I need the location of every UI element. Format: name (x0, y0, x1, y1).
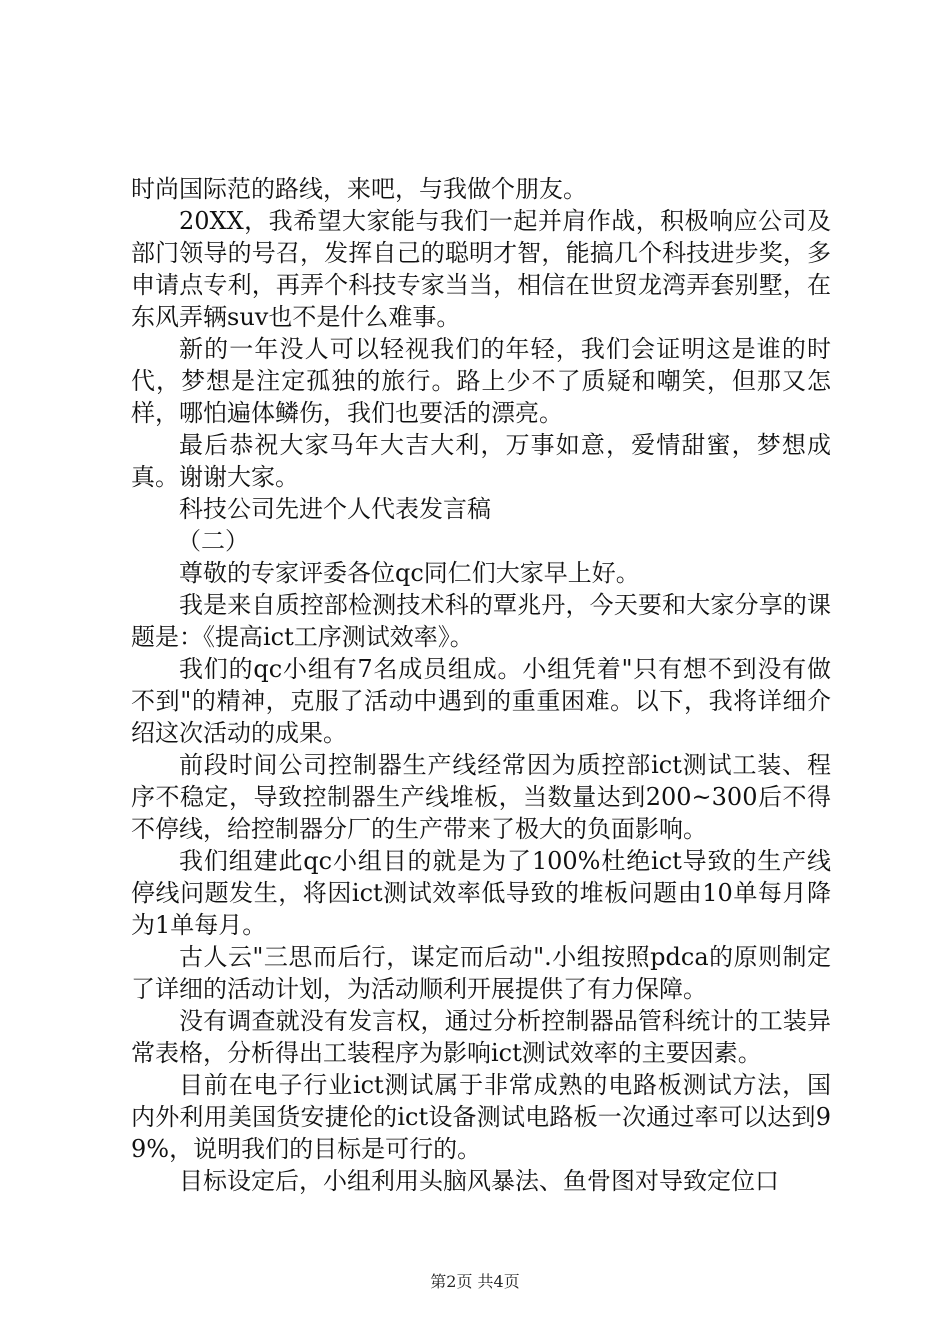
paragraph: 时尚国际范的路线，来吧，与我做个朋友。 (131, 175, 587, 203)
paragraph: 没有调查就没有发言权，通过分析控制器品管科统计的工装异常表格，分析得出工装程序为影响ict测试效率的主要因素。 (131, 1007, 831, 1067)
paragraph: 前段时间公司控制器生产线经常因为质控部ict测试工装、程序不稳定，导致控制器生产线堆板，当数量达到200~300后不得不停线，给控制器分厂的生产带来了极大的负面影响。 (131, 751, 831, 843)
paragraph: 目前在电子行业ict测试属于非常成熟的电路板测试方法，国内外利用美国货安捷伦的ict设备测试电路板一次通过率可以达到99%，说明我们的目标是可行的。 (131, 1071, 831, 1163)
page-footer: 第2页 共4页 (430, 1272, 520, 1291)
paragraph: 尊敬的专家评委各位qc同仁们大家早上好。 (179, 559, 640, 587)
section-subtitle: （二） (177, 527, 249, 555)
paragraph: 古人云"三思而后行，谋定而后动".小组按照pdca的原则制定了详细的活动计划，为活动顺利开展提供了有力保障。 (131, 943, 831, 1003)
paragraph: 目标设定后，小组利用头脑风暴法、鱼骨图对导致定位口 (179, 1167, 779, 1195)
paragraph: 20XX，我希望大家能与我们一起并肩作战，积极响应公司及部门领导的号召，发挥自己的聪明才智，能搞几个科技进步奖，多申请点专利，再弄个科技专家当当，相信在世贸龙湾弄套别墅，在东风弄辆suv也不是什么难事。 (131, 207, 831, 331)
document-body (131, 173, 831, 1197)
paragraph: 我们的qc小组有7名成员组成。小组凭着"只有想不到没有做不到"的精神，克服了活动中遇到的重重困难。以下，我将详细介绍这次活动的成果。 (131, 655, 831, 747)
paragraph: 我们组建此qc小组目的就是为了100%杜绝ict导致的生产线停线问题发生，将因ict测试效率低导致的堆板问题由10单每月降为1单每月。 (131, 847, 831, 939)
paragraph: 新的一年没人可以轻视我们的年轻，我们会证明这是谁的时代，梦想是注定孤独的旅行。路上少不了质疑和嘲笑，但那又怎样，哪怕遍体鳞伤，我们也要活的漂亮。 (131, 335, 831, 427)
section-title: 科技公司先进个人代表发言稿 (179, 495, 491, 523)
paragraph: 我是来自质控部检测技术科的覃兆丹，今天要和大家分享的课题是：《提高ict工序测试效率》。 (131, 591, 831, 651)
paragraph: 最后恭祝大家马年大吉大利，万事如意，爱情甜蜜，梦想成真。谢谢大家。 (131, 431, 831, 491)
